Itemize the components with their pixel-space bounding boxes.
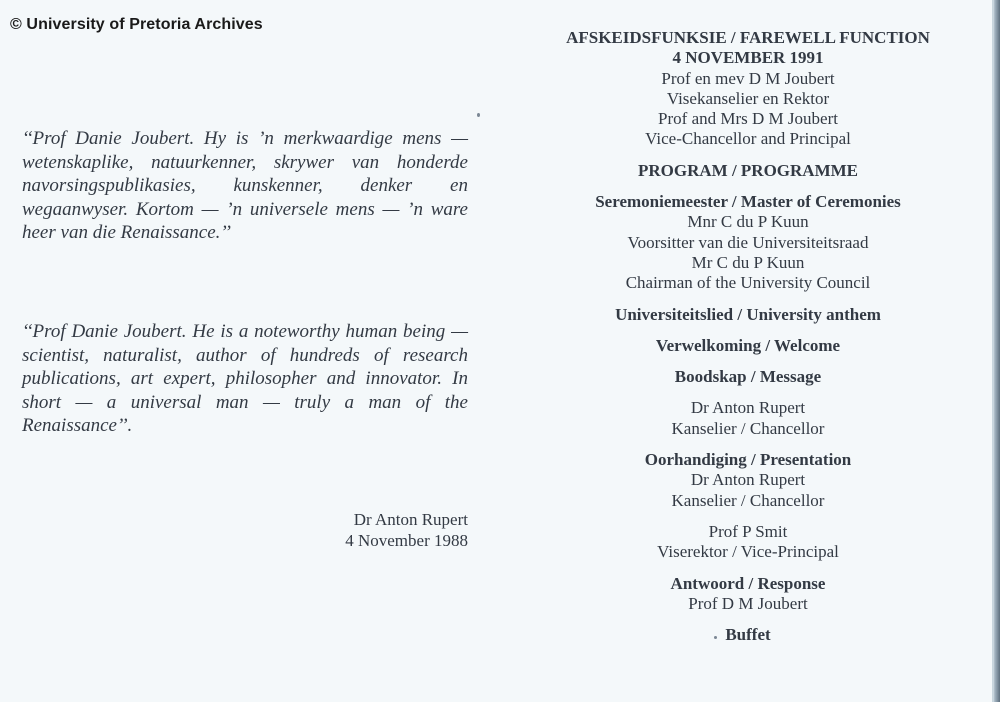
presentation-heading: Oorhandiging / Presentation: [644, 450, 852, 470]
mc-heading: Seremoniemeester / Master of Ceremonies: [595, 192, 901, 212]
response-line: Prof D M Joubert: [688, 593, 808, 613]
mc-line: Mnr C du P Kuun: [687, 212, 809, 232]
response-heading: Antwoord / Response: [670, 573, 826, 593]
paper-speck: [477, 113, 480, 117]
honoree-line: Vice-Chancellor and Principal: [645, 129, 851, 149]
presentation-line: Viserektor / Vice-Principal: [657, 542, 839, 562]
presentation-line: Prof P Smit: [708, 521, 788, 541]
paper-speck: [714, 636, 717, 639]
anthem-heading: Universiteitslied / University anthem: [615, 304, 881, 324]
mc-line: Mr C du P Kuun: [691, 252, 805, 272]
programme-column: [540, 28, 956, 645]
quote-english: ‘‘Prof Danie Joubert. He is a noteworthy human being — scientist, naturalist, author of hundreds of research publications, art expert, philosopher and innovator. In short — a universal man — truly a man of the Renaissance’’.: [22, 321, 468, 436]
honoree-line: Prof and Mrs D M Joubert: [658, 109, 838, 129]
buffet-heading: Buffet: [725, 625, 771, 645]
mc-line: Voorsitter van die Universiteitsraad: [627, 232, 869, 252]
attribution-date: 4 November 1988: [345, 530, 468, 550]
archive-watermark: © University of Pretoria Archives: [10, 16, 263, 33]
honoree-line: Prof en mev D M Joubert: [661, 68, 835, 88]
presentation-line: Dr Anton Rupert: [690, 470, 806, 490]
function-title: AFSKEIDSFUNKSIE / FAREWELL FUNCTION: [566, 28, 930, 47]
attribution-name: Dr Anton Rupert: [353, 510, 468, 529]
message-line: Dr Anton Rupert: [690, 398, 806, 418]
quote-attribution: [280, 510, 468, 551]
honoree-line: Visekanselier en Rektor: [666, 88, 830, 108]
mc-line: Chairman of the University Council: [625, 273, 871, 293]
message-line: Kanselier / Chancellor: [671, 418, 825, 438]
programme-heading: PROGRAM / PROGRAMME: [637, 160, 859, 180]
quote-afrikaans: ‘‘Prof Danie Joubert. Hy is ’n merkwaardige mens — wetenskaplike, natuurkenner, skrywer van honderde navorsingspublikasies, kunskenner, denker en wegaanwyser. Kortom — ’n universele mens — ’n ware heer van die Renaissance.’’: [22, 128, 468, 243]
function-date: 4 NOVEMBER 1991: [672, 48, 824, 68]
message-heading: Boodskap / Message: [674, 367, 822, 387]
scan-edge: [992, 0, 1000, 702]
presentation-line: Kanselier / Chancellor: [671, 490, 825, 510]
welcome-heading: Verwelkoming / Welcome: [655, 335, 841, 355]
